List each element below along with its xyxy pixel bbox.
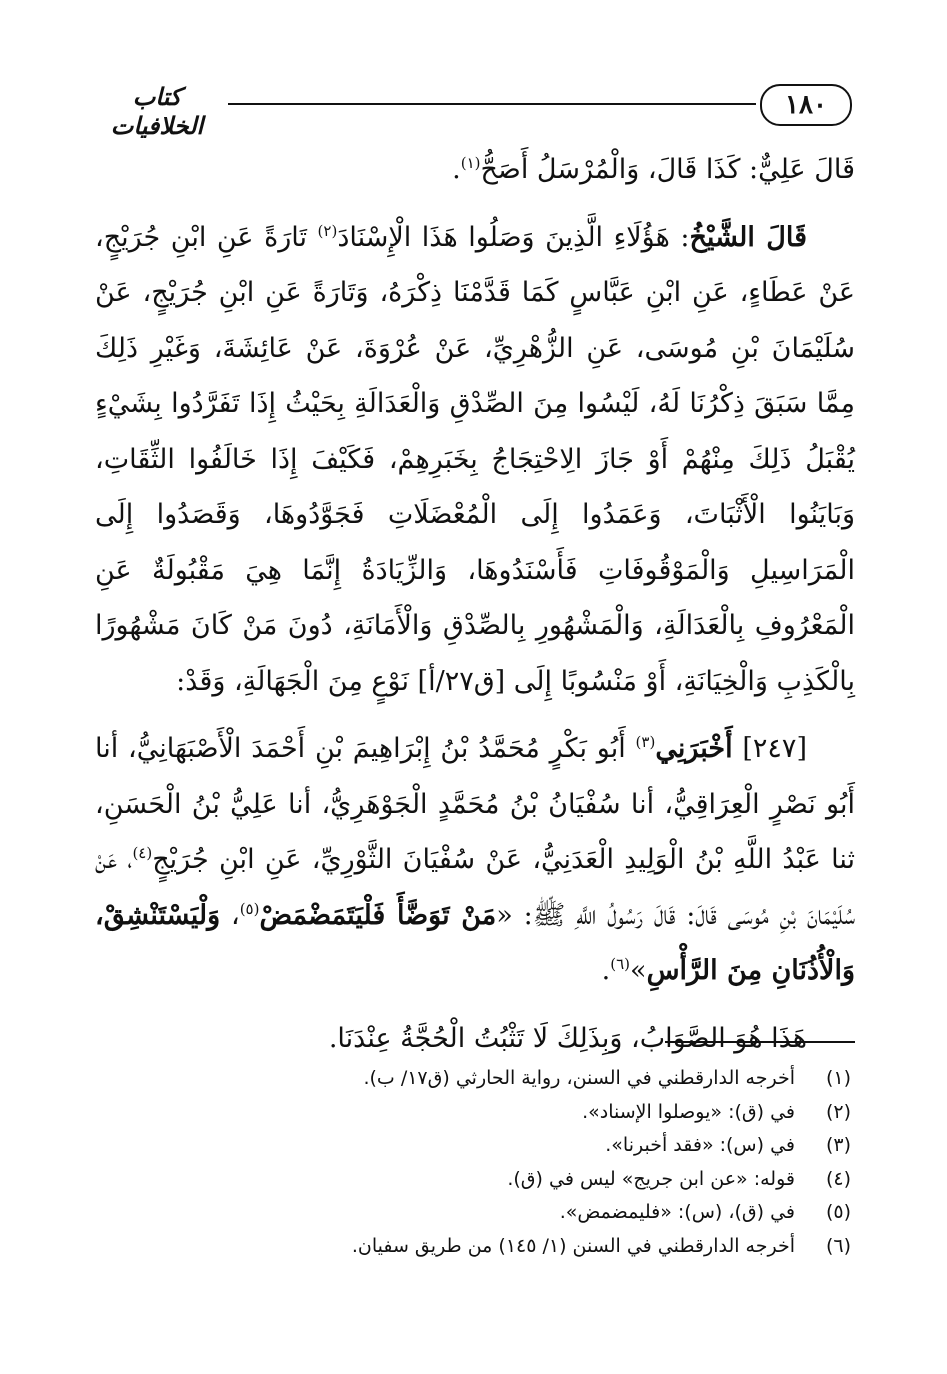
bold-text: قَالَ الشَّيْخُ bbox=[689, 221, 807, 253]
footnote-number: (٤) bbox=[825, 1167, 851, 1190]
page-header bbox=[92, 82, 852, 140]
footnote-number: (٥) bbox=[825, 1201, 851, 1223]
footnote-ref: (٥) bbox=[239, 899, 260, 918]
text-run: هَذَا هُوَ الصَّوَابُ، وَبِذَلِكَ لَا تَثْبُتُ الْحُجَّةُ عِنْدَنَا. bbox=[328, 1022, 807, 1054]
text-run: ، عَنْ سُلَيْمَانَ بْنِ مُوسَى قَالَ: قَالَ رَسُولُ اللَّهِ ﷺ: « bbox=[95, 844, 856, 931]
text-run: أَبُو بَكْرٍ مُحَمَّدُ بْنُ إِبْرَاهِيمَ بْنِ أَحْمَدَ الْأَصْبَهَانِيُّ، أنا أَبُو نَصْرٍ الْعِرَاقِيُّ، أنا سُفْيَانُ بْنُ مُحَمَّدٍ الْجَوْهَرِيُّ، أنا عَلِيُّ بْنُ الْحَسَنِ، ثنا عَبْدُ اللَّهِ بْنُ الْوَلِيدِ الْعَدَنِيُّ، عَنْ سُفْيَانَ الثَّوْرِيِّ، عَنِ ابْنِ جُرَيْجٍ bbox=[95, 733, 855, 875]
footnote-ref: (٣) bbox=[635, 733, 656, 751]
paragraph-p1 bbox=[95, 142, 855, 198]
footnote-item bbox=[111, 1096, 851, 1130]
main-text bbox=[95, 142, 855, 1078]
footnote-item bbox=[111, 1163, 851, 1197]
paragraph-p3 bbox=[95, 721, 855, 999]
footnote-ref: (٢) bbox=[317, 221, 338, 240]
footnote-item bbox=[111, 1230, 851, 1264]
text-run: تَارَةً عَنِ ابْنِ جُرَيْجٍ، عَنْ عَطَاءٍ، عَنِ ابْنِ عَبَّاسٍ كَمَا قَدَّمْنَا ذِكْرَهُ، وَتَارَةً عَنِ ابْنِ جُرَيْجٍ، عَنْ سُلَيْمَانَ بْنِ مُوسَى، عَنِ الزُّهْرِيِّ، عَنْ عُرْوَةَ، عَنْ عَائِشَةَ، وَغَيْرِ ذَلِكَ مِمَّا سَبَقَ ذِكْرُنَا لَهُ، لَيْسُوا مِنَ الصِّدْقِ وَالْعَدَالَةِ بِحَيْثُ إِذَا تَفَرَّدُوا بِشَيْءٍ يُقْبَلُ ذَلِكَ مِنْهُمْ أَوْ جَازَ الِاحْتِجَاجُ بِخَبَرِهِمْ، فَكَيْفَ إِذَا خَالَفُوا الثِّقَاتِ، وَبَايَنُوا الْأَثْبَاتَ، وَعَمَدُوا إِلَى الْمُعْضَلَاتِ فَجَوَّدُوهَا، وَقَصَدُوا إِلَى الْمَرَاسِيلِ وَالْمَوْقُوفَاتِ فَأَسْنَدُوهَا، وَالزِّيَادَةُ إِنَّمَا هِيَ مَقْبُولَةٌ عَنِ الْمَعْرُوفِ بِالْعَدَالَةِ، وَالْمَشْهُورِ بِالصِّدْقِ وَالْأَمَانَةِ، دُونَ مَنْ كَانَ مَشْهُورًا بِالْكَذِبِ وَالْخِيَانَةِ، أَوْ مَنْسُوبًا إِلَى [ق٢٧/أ] نَوْعٍ مِنَ الْجَهَالَةِ، وَقَدْ: bbox=[95, 221, 855, 697]
footnote-ref: (٦) bbox=[610, 955, 631, 973]
book-title: كتاب الخلافيات bbox=[110, 82, 204, 140]
footnote-text: أخرجه الدارقطني في السنن، رواية الحارثي (ق١٧/ ب). bbox=[363, 1067, 795, 1089]
footnote-text: في (ق)، (س): «فليمضمض». bbox=[559, 1201, 795, 1223]
footnote-number: (٦) bbox=[825, 1234, 851, 1257]
bold-text: مَنْ تَوَضَّأَ فَلْيَتَمَضْمَضْ bbox=[259, 899, 497, 931]
header-rule bbox=[228, 103, 756, 105]
footnote-separator bbox=[665, 1041, 855, 1043]
text-run: قَالَ عَلِيٌّ: كَذَا قَالَ، وَالْمُرْسَلُ أَصَحُّ bbox=[480, 154, 855, 185]
footnote-item bbox=[111, 1062, 851, 1096]
footnote-item bbox=[111, 1196, 851, 1230]
footnote-number: (٢) bbox=[825, 1100, 851, 1123]
text-run: . bbox=[452, 154, 461, 185]
footnote-text: في (ق): «يوصلوا الإسناد». bbox=[582, 1100, 795, 1123]
page-number: ١٨٠ bbox=[760, 84, 852, 126]
bold-text: وَلْيَسْتَنْشِقْ، وَالْأُذُنَانِ مِنَ الرَّأْسِ bbox=[95, 899, 855, 986]
footnote-text: أخرجه الدارقطني في السنن (١/ ١٤٥) من طريق سفيان. bbox=[351, 1234, 795, 1257]
footnote-number: (٣) bbox=[825, 1134, 851, 1156]
paragraph-p4 bbox=[95, 1011, 855, 1067]
footnote-number: (١) bbox=[825, 1067, 851, 1089]
text-run: » bbox=[630, 955, 647, 986]
footnote-ref: (١) bbox=[460, 154, 481, 172]
text-run: [٢٤٧] bbox=[732, 733, 807, 764]
bold-text: أَخْبَرَنِي bbox=[655, 733, 733, 764]
footnotes bbox=[111, 1062, 851, 1263]
footnote-ref: (٤) bbox=[132, 844, 153, 862]
text-run: . bbox=[601, 955, 611, 986]
text-run: : هَؤُلَاءِ الَّذِينَ وَصَلُوا هَذَا الْإِسْنَادَ bbox=[337, 221, 690, 253]
paragraph-p2 bbox=[95, 210, 855, 710]
footnote-text: في (س): «فقد أخبرنا». bbox=[605, 1134, 795, 1156]
text-run: ، bbox=[220, 899, 240, 931]
footnote-text: قوله: «عن ابن جريج» ليس في (ق). bbox=[507, 1167, 795, 1190]
footnote-item bbox=[111, 1129, 851, 1163]
